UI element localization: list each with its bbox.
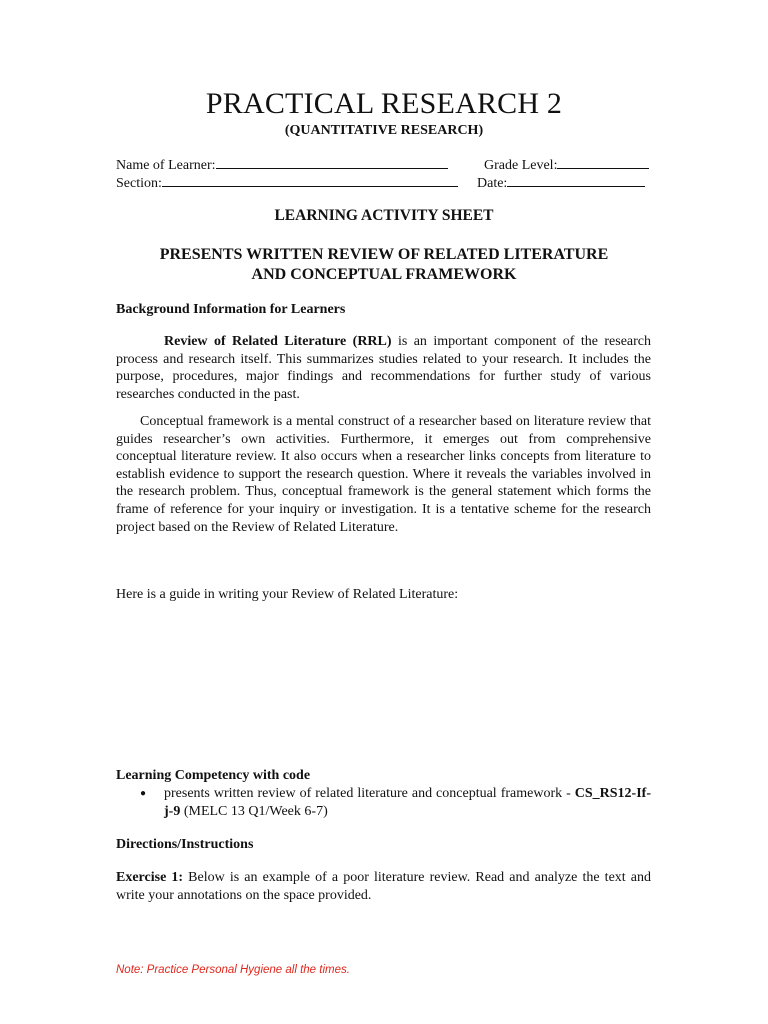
- section-blank: [162, 173, 458, 187]
- date-label: Date:: [477, 176, 508, 191]
- exercise-label: Exercise 1:: [116, 870, 184, 885]
- page-subtitle: (QUANTITATIVE RESEARCH): [284, 123, 484, 138]
- competency-heading: Learning Competency with code: [116, 768, 311, 783]
- learner-name-label: Name of Learner:: [116, 158, 216, 173]
- grade-level-field: [484, 155, 649, 175]
- sheet-type-heading: LEARNING ACTIVITY SHEET: [274, 207, 494, 224]
- background-heading: Background Information for Learners: [116, 302, 346, 317]
- section-field: [116, 173, 458, 193]
- competency-melc: (MELC 13 Q1/Week 6-7): [180, 803, 328, 819]
- rrl-description: is an important component of the research process and research itself. This summarizes studies related to your research. It includes the purpose, procedures, major findings and recommendations for further study of various researches conducted in the past.: [116, 334, 651, 402]
- exercise-text: Below is an example of a poor literature review. Read and analyze the text and write your annotations on the space provided.: [116, 870, 651, 903]
- competency-description: presents written review of related literature and conceptual framework -: [164, 786, 575, 801]
- conceptual-framework-paragraph: Conceptual framework is a mental construct of a researcher based on literature review that guides researcher’s own activities. Furthermore, it emerges out from comprehensive conceptual literature review. It also occurs when a researcher links concepts from literature to establish evidence to support the research question. Where it reveals the variables involved in the research problem. Thus, conceptual framework is the general statement which forms the frame of reference for your inquiry or investigation. It is a tentative scheme for the research project based on the Review of Related Literature.: [116, 414, 651, 535]
- rrl-term: Review of Related Literature (RRL): [164, 334, 392, 349]
- directions-heading: Directions/Instructions: [116, 837, 254, 852]
- page-title: PRACTICAL RESEARCH 2: [205, 87, 563, 120]
- grade-level-label: Grade Level:: [484, 158, 558, 173]
- hygiene-note: Note: Practice Personal Hygiene all the times.: [116, 964, 350, 976]
- bullet-icon: ●: [140, 788, 147, 799]
- date-field: [477, 173, 645, 193]
- date-blank: [507, 173, 645, 187]
- rrl-paragraph: [116, 333, 651, 403]
- grade-level-blank: [557, 155, 649, 169]
- competency-text: [164, 785, 651, 820]
- section-label: Section:: [116, 176, 162, 191]
- exercise-paragraph: [116, 869, 651, 904]
- competency-code: CS_RS12-If-j-9: [164, 786, 651, 819]
- learner-name-field: [116, 155, 448, 175]
- topic-heading-line2: AND CONCEPTUAL FRAMEWORK: [251, 266, 517, 283]
- topic-heading-line1: PRESENTS WRITTEN REVIEW OF RELATED LITERATURE: [159, 246, 609, 263]
- learner-name-blank: [216, 155, 448, 169]
- guide-line: Here is a guide in writing your Review of Related Literature:: [116, 587, 459, 602]
